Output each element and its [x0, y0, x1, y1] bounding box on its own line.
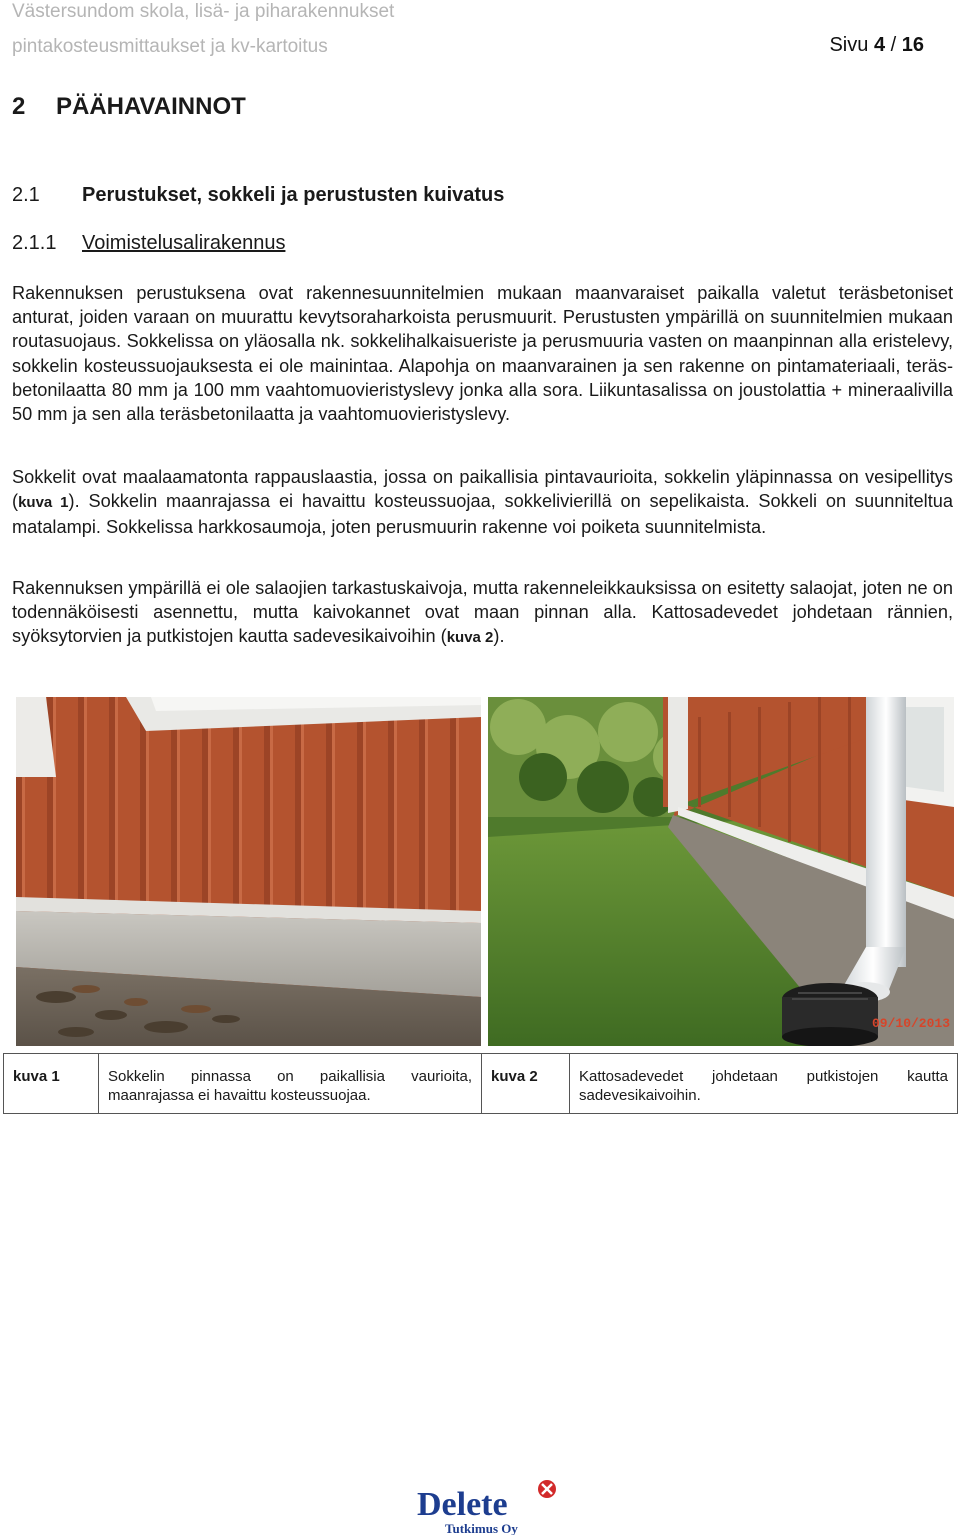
- page-separator: /: [890, 34, 897, 56]
- logo-name: Delete: [417, 1486, 508, 1523]
- photo-date-stamp: 09/10/2013: [872, 1016, 951, 1031]
- section-title: PÄÄHAVAINNOT: [56, 93, 246, 120]
- page-label: Sivu: [829, 34, 869, 56]
- subsubsection-title: Voimistelusalirakennus: [82, 232, 286, 254]
- paragraph-foundations: Rakennuksen perustuksena ovat rakennesuunnitelmien mukaan maanvaraiset paikalla valetut teräsbetoniset anturat, joiden varaan on muurattu kevytsoraharkoista perusmuurit. Perustusten ympärillä on suunnitelmien mukaan routasuojaus. Sokkelissa on yläosalla nk. sokkelihalkaisueriste ja perusmuuria vasten on maanpinnan alla eristelevy, sokkelin kosteussuojauksesta ei ole mainintaa. Alapohja on maanvarainen ja sen rakenne on pintamateriaali, teräs-betonilaatta 80 mm ja 100 mm vaahtomuovieristyslevy jonka alla sora. Liikuntasalissa on joustolattia + mineraalivilla 50 mm ja sen alla teräsbetonilaatta ja vaahtomuovieristyslevy.: [12, 283, 953, 425]
- subsection-title: Perustukset, sokkeli ja perustusten kuivatus: [82, 184, 505, 206]
- caption-table: [3, 1053, 958, 1114]
- logo-x-icon: [538, 1480, 556, 1498]
- subsection-number: 2.1: [12, 184, 40, 206]
- caption-text-1: Sokkelin pinnassa on paikallisia vaurioita, maanrajassa ei havaittu kosteussuojaa.: [99, 1054, 482, 1114]
- page-number: [829, 34, 924, 57]
- subsubsection-heading: [12, 232, 285, 255]
- header-title: Västersundom skola, lisä- ja piharakennukset: [12, 1, 395, 22]
- paragraph-drainage: [12, 576, 953, 651]
- photo-plinth-wall: [16, 697, 481, 1046]
- section-number: 2: [12, 93, 26, 120]
- paragraph-plinth: [12, 465, 953, 540]
- subsection-heading: [12, 184, 504, 207]
- caption-label-2: kuva 2: [482, 1054, 570, 1114]
- caption-label-1: kuva 1: [4, 1054, 99, 1114]
- page-current: 4: [873, 34, 886, 56]
- subsubsection-number: 2.1.1: [12, 232, 57, 254]
- header-subtitle: pintakosteusmittaukset ja kv-kartoitus: [12, 36, 328, 57]
- paragraph-plinth-text-b: ). Sokkelin maanrajassa ei havaittu kosteussuojaa, sokkelivierillä on sepelikaista. Sokkeli on suunniteltua matalampi. Sokkelissa harkkosaumoja, joten perusmuurin rakenne voi poiketa suunnitelmista.: [12, 491, 953, 538]
- paragraph-drainage-text-a: Rakennuksen ympärillä ei ole salaojien tarkastuskaivoja, mutta rakenneleikkauksissa on esitetty salaojat, joten ne on todennäköisesti asennettu, mutta kaivokannet ovat maan pinnan alla. Kattosadevedet johdetaan rännien, syöksytorvien ja putkistojen kautta sadevesikaivoihin (: [12, 578, 953, 647]
- section-heading: [12, 93, 246, 121]
- company-logo: [415, 1475, 565, 1535]
- figure-reference-1: kuva 1: [18, 494, 69, 512]
- paragraph-drainage-text-b: ).: [493, 626, 505, 647]
- caption-text-2: Kattosadevedet johdetaan putkistojen kautta sadevesikaivoihin.: [570, 1054, 958, 1114]
- caption-row: [4, 1054, 958, 1114]
- figure-reference-2: kuva 2: [446, 629, 494, 647]
- paragraph-plinth-text-a: Sokkelit ovat maalaamatonta rappauslaastia, jossa on paikallisia pintavaurioita, sokkelin yläpinnassa on vesipellitys (: [12, 467, 953, 512]
- logo-subtitle: Tutkimus Oy: [445, 1521, 518, 1535]
- photo-downpipe: [488, 697, 954, 1046]
- page-total: 16: [901, 34, 924, 56]
